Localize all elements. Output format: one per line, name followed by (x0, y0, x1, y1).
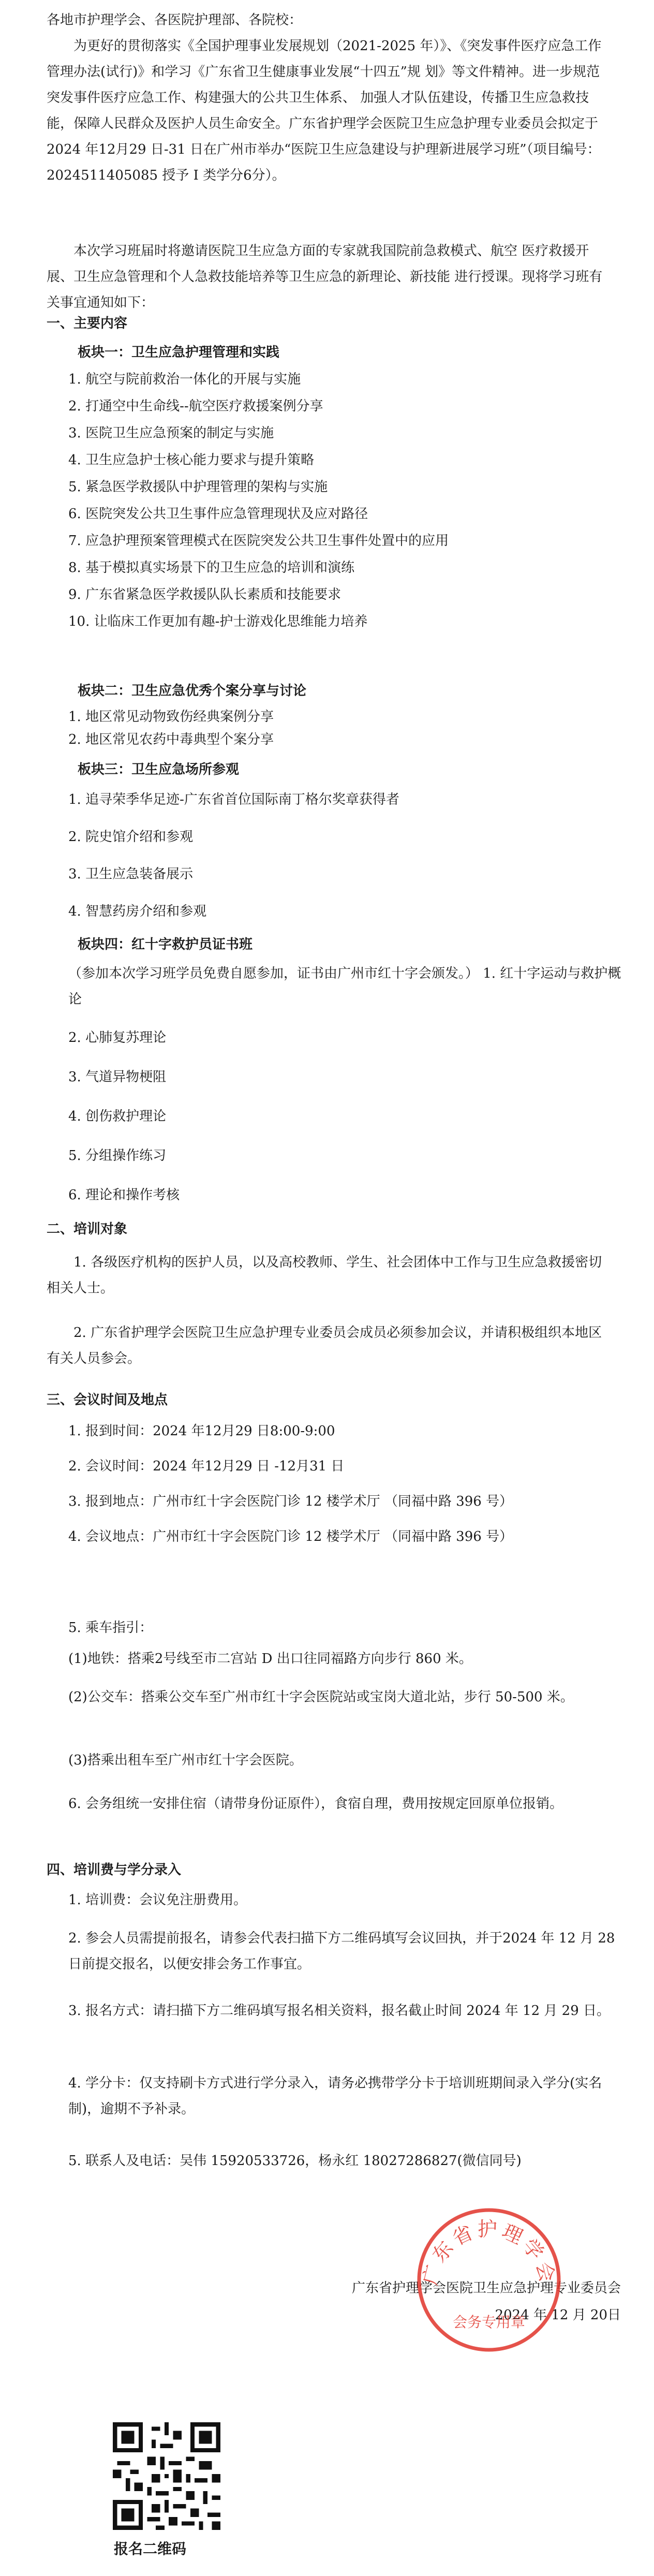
section2-paragraph-2: 2. 广东省护理学会医院卫生应急护理专业委员会成员必须参加会议，并请积极组织本地区有关人员参会。 (47, 1325, 602, 1366)
section3-item: 1. 报到时间：2024 年12月29 日8:00-9:00 (68, 1423, 335, 1439)
block3-item: 3. 卫生应急装备展示 (68, 866, 194, 882)
transport-item: (3)搭乘出租车至广州市红十字会医院。 (68, 1753, 303, 1768)
block4-item: 2. 心肺复苏理论 (68, 1030, 167, 1046)
block4-item: 4. 创伤救护理论 (68, 1109, 167, 1124)
qr-code-label: 报名二维码 (114, 2540, 187, 2557)
transport-title: 5. 乘车指引： (68, 1620, 153, 1636)
block1-item: 7. 应急护理预案管理模式在医院突发公共卫生事件处置中的应用 (68, 533, 449, 549)
block4-item: 3. 气道异物梗阻 (68, 1069, 167, 1085)
section2-paragraph-1: 1. 各级医疗机构的医护人员，以及高校教师、学生、社会团体中工作与卫生应急救援密切相关人士。 (47, 1255, 602, 1296)
block1-title: 板块一：卫生应急护理管理和实践 (78, 345, 280, 360)
block1-item: 1. 航空与院前救治一体化的开展与实施 (68, 372, 301, 387)
transport-item: (1)地铁：搭乘2号线至市二宫站 D 出口往同福路方向步行 860 米。 (68, 1651, 472, 1667)
section3-item: 3. 报到地点：广州市红十字会医院门诊 12 楼学术厅 （同福中路 396 号） (68, 1494, 513, 1509)
section4-item: 4. 学分卡：仅支持刷卡方式进行学分录入，请务必携带学分卡于培训班期间录入学分(实名制)，逾期不予补录。 (68, 2075, 602, 2117)
greeting: 各地市护理学会、各医院护理部、各院校： (47, 12, 303, 28)
qr-code[interactable] (113, 2422, 220, 2530)
section4-item: 2. 参会人员需提前报名，请参会代表扫描下方二维码填写会议回执，并于2024 年 12 月 28 日前提交报名，以便安排会务工作事宜。 (68, 1931, 615, 1972)
block3-item: 1. 追寻荣季华足迹-广东省首位国际南丁格尔奖章获得者 (68, 792, 399, 807)
block4-title: 板块四：红十字救护员证书班 (78, 937, 253, 952)
block4-note: （参加本次学习班学员免费自愿参加，证书由广州市红十字会颁发。） 1. 红十字运动与救护概论 (68, 966, 621, 1007)
block1-item: 8. 基于模拟真实场景下的卫生应急的培训和演练 (68, 560, 355, 576)
block1-item: 6. 医院突发公共卫生事件应急管理现状及应对路径 (68, 506, 368, 522)
intro-paragraph-1: 为更好的贯彻落实《全国护理事业发展规划（2021-2025 年）》、《突发事件医疗应急工作管理办法(试行)》和学习《广东省卫生健康事业发展“十四五”规 划》等文件精神。进一步规范突发事件医疗应急工作、构建强大的公共卫生体系、 加强人才队伍建设，传播卫生应急救技能，保障人民群众及医护人员生命安全。广东省护理学会医院卫生应急护理专业委员会拟定于2024 年12月29 日-31 日在广州市举办“医院卫生应急建设与护理新进展学习班”（项目编号：2024511405085 授予 I 类学分6分）。 (47, 38, 602, 183)
section3-title: 三、会议时间及地点 (47, 1392, 168, 1408)
intro-paragraph-2: 本次学习班届时将邀请医院卫生应急方面的专家就我国院前急救模式、航空 医疗救援开展、卫生应急管理和个人急救技能培养等卫生应急的新理论、新技能 进行授课。现将学习班有关事宜通知如下： (47, 243, 603, 311)
transport-item: (2)公交车：搭乘公交车至广州市红十字会医院站或宝岗大道北站，步行 50-500 米。 (68, 1689, 574, 1705)
block1-item: 10. 让临床工作更加有趣-护士游戏化思维能力培养 (68, 614, 368, 629)
block4-item: 6. 理论和操作考核 (68, 1187, 180, 1203)
section3-item-6: 6. 会务组统一安排住宿（请带身份证原件），食宿自理，费用按规定回原单位报销。 (68, 1796, 563, 1812)
section3-item: 2. 会议时间：2024 年12月29 日 -12月31 日 (68, 1459, 345, 1474)
section4-item: 1. 培训费：会议免注册费用。 (68, 1892, 247, 1908)
section4-item: 5. 联系人及电话：吴伟 15920533726，杨永红 18027286827(微信同号) (68, 2153, 522, 2169)
block3-title: 板块三：卫生应急场所参观 (78, 762, 240, 777)
signature-date: 2024 年 12 月 20日 (495, 2307, 621, 2323)
block2-item: 2. 地区常见农药中毒典型个案分享 (68, 732, 274, 747)
block2-item: 1. 地区常见动物致伤经典案例分享 (68, 709, 274, 725)
stamp-arc-text: 广东省护理学会 (418, 2218, 560, 2288)
block1-item: 4. 卫生应急护士核心能力要求与提升策略 (68, 452, 315, 468)
signature-org: 广东省护理学会医院卫生应急护理专业委员会 (351, 2280, 621, 2296)
block1-item: 2. 打通空中生命线--航空医疗救援案例分享 (68, 399, 323, 414)
section3-item: 4. 会议地点：广州市红十字会医院门诊 12 楼学术厅 （同福中路 396 号） (68, 1529, 513, 1544)
section4-title: 四、培训费与学分录入 (47, 1862, 182, 1878)
block2-title: 板块二：卫生应急优秀个案分享与讨论 (78, 683, 307, 699)
block1-item: 3. 医院卫生应急预案的制定与实施 (68, 425, 274, 441)
block1-item: 9. 广东省紧急医学救援队队长素质和技能要求 (68, 587, 341, 602)
block3-item: 2. 院史馆介绍和参观 (68, 829, 194, 845)
stamp-sub-text: 会务专用章 (452, 2314, 526, 2331)
block3-item: 4. 智慧药房介绍和参观 (68, 904, 207, 919)
section2-title: 二、培训对象 (47, 1221, 128, 1237)
block1-item: 5. 紧急医学救援队中护理管理的架构与实施 (68, 479, 328, 495)
section4-item: 3. 报名方式：请扫描下方二维码填写报名相关资料，报名截止时间 2024 年 12 月 29 日。 (68, 2003, 610, 2019)
section1-title: 一、主要内容 (47, 316, 128, 331)
official-seal-stamp (414, 2205, 564, 2355)
block4-item: 5. 分组操作练习 (68, 1148, 167, 1164)
